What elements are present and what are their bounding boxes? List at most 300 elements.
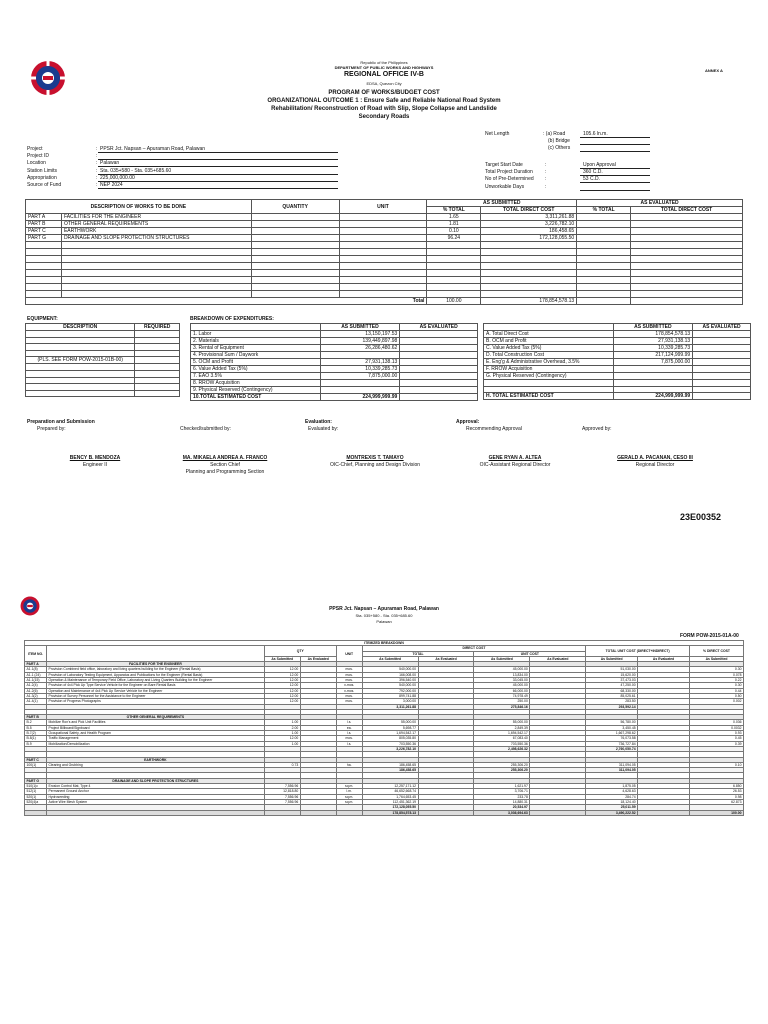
department-text: DEPARTMENT OF PUBLIC WORKS AND HIGHWAYS: [334, 65, 434, 70]
summary-label: C. Value Added Tax (5%): [484, 345, 614, 352]
project-field-label: Source of Fund: [27, 182, 62, 188]
total-submitted-header: As Submitted: [362, 656, 418, 661]
section-title: FACILITIES FOR THE ENGINEER: [46, 662, 264, 667]
project-field-label: Location: [27, 160, 46, 167]
colon: :: [96, 153, 98, 160]
works-empty-row: [26, 291, 743, 298]
item-total: 396,540.00: [362, 678, 418, 683]
item-unit: mos.: [336, 736, 362, 741]
page2-location: Palawan: [376, 619, 392, 624]
dpwh-logo: [30, 60, 66, 96]
subtotal-total: 3,226,782.10: [362, 746, 418, 751]
breakdown-label: 9. Physical Reserved (Contingency): [191, 387, 321, 394]
summary-value: 7,875,000.00: [613, 359, 693, 366]
item-qty: 1.00: [264, 741, 300, 746]
empty-cell: [26, 277, 62, 284]
item-total: 5,698.77: [362, 725, 418, 730]
breakdown-eval: [400, 373, 478, 380]
empty-cell: [26, 242, 62, 249]
item-unit-cost: 67,083.40: [474, 736, 530, 741]
equipment-title: EQUIPMENT:: [27, 316, 58, 322]
total-evaluated-header: As Evaluated: [418, 656, 474, 661]
colon: :: [96, 174, 98, 181]
item-description: Erosion Control Mat, Type 4: [46, 784, 264, 789]
empty-cell: [339, 284, 427, 291]
empty-cell: [638, 810, 690, 815]
subtotal-tuc: 2,760,050.74: [586, 746, 638, 751]
work-unit: [339, 235, 427, 242]
item-qty: 12.00: [264, 693, 300, 698]
empty-cell: [577, 249, 631, 256]
grand-total-pct: 100.00: [690, 810, 744, 815]
empty-cell: [481, 256, 577, 263]
total-unit-cost-header: TOTAL UNIT COST (DIRECT+INDIRECT): [586, 646, 690, 657]
item-total-unit-cost: 1,875.05: [586, 784, 638, 789]
summary-label: F. RROW Acquisition: [484, 366, 614, 373]
qty-submitted-header: As Submitted: [264, 656, 300, 661]
item-description: Mobilization/Demobilization: [46, 741, 264, 746]
empty-cell: [427, 270, 481, 277]
equipment-table: [25, 323, 180, 397]
grand-total-tuc: 3,490,222.52: [586, 810, 638, 815]
equipment-row: [26, 370, 180, 377]
item-pct: 0.22: [690, 678, 744, 683]
equipment-cell: [26, 377, 135, 384]
signatory-name: BENCY B. MENDOZA: [69, 455, 121, 461]
item-total: 166,008.00: [362, 672, 418, 677]
breakdown-value: 10,339,285.73: [320, 366, 400, 373]
item-total-unit-cost: 1,667,298.62: [586, 731, 638, 736]
empty-cell: [26, 284, 62, 291]
summary-value: 178,854,578.13: [613, 331, 693, 338]
annex-label: ANNEX A: [705, 68, 723, 73]
program-title: PROGRAM OF WORKS/BUDGET COST: [328, 90, 440, 96]
equipment-row: [26, 337, 180, 344]
works-total-pct: 100.00: [427, 298, 481, 305]
empty-cell: [481, 291, 577, 298]
item-qty: 12.00: [264, 688, 300, 693]
work-quantity: [251, 214, 339, 221]
project-field-label: Project: [27, 146, 43, 152]
summary-label: G. Physical Reserved (Contingency): [484, 373, 614, 380]
signatory-name: MA. MIKAELA ANDREA A. FRANCO: [182, 455, 268, 461]
item-total: 703,550.36: [362, 741, 418, 746]
item-no: A1.1(15): [25, 678, 47, 683]
work-cost: 3,311,261.88: [481, 214, 577, 221]
item-description: Operation and Maintenance of 4x4 Pick Up Service Vehicle for the Engineer: [46, 688, 264, 693]
item-total: 1,764,653.45: [362, 794, 418, 799]
document-code: 23E00352: [680, 512, 722, 522]
works-empty-row: [26, 256, 743, 263]
item-qty: 12.00: [264, 736, 300, 741]
equipment-row: [26, 390, 180, 397]
item-pct: 6.850: [690, 784, 744, 789]
item-unit: sq.m.: [336, 794, 362, 799]
item-description: Active Wire Mesh System: [46, 799, 264, 804]
part-label: PART B: [26, 221, 62, 228]
empty-cell: [339, 277, 427, 284]
empty-cell: [577, 270, 631, 277]
summary-label: E. Eng'g & Administrative Overhead, 3.5%: [484, 359, 614, 366]
item-pct: 0.002: [690, 699, 744, 704]
item-unit-cost: 250.00: [474, 699, 530, 704]
evaluation-label: Evaluation:: [305, 419, 332, 425]
section-part: PART A: [25, 662, 47, 667]
item-unit-cost: 255,306.20: [474, 762, 530, 767]
breakdown-eval: [400, 380, 478, 387]
unitcost-evaluated-header: As Evaluated: [530, 656, 586, 661]
breakdown-eval: [400, 387, 478, 394]
dpwh-logo-page-2: [20, 596, 40, 616]
item-unit: l.s.: [336, 720, 362, 725]
item-unit-cost: 55,000.00: [474, 720, 530, 725]
project-field-value: PPSR Jct. Napsan – Apuraman Road, Palawan: [100, 146, 206, 152]
item-qty: 7,556.96: [264, 784, 300, 789]
summary-row: [484, 338, 751, 345]
col-as-evaluated: AS EVALUATED: [577, 200, 743, 207]
breakdown-value: 139,449,897.98: [320, 338, 400, 345]
summary-submitted-header: AS SUBMITTED: [613, 324, 693, 331]
breakdown-evaluated-header: AS EVALUATED: [400, 324, 478, 331]
works-empty-row: [26, 242, 743, 249]
work-pct: 1.65: [427, 214, 481, 221]
summary-value: [613, 373, 693, 380]
item-no: A1.1 (24): [25, 672, 47, 677]
qty-evaluated-header: As Evaluated: [300, 656, 336, 661]
item-total-unit-cost: 51,030.00: [586, 667, 638, 672]
direct-cost-header: DIRECT COST: [362, 646, 586, 651]
summary-label: B. OCM and Profit: [484, 338, 614, 345]
summary-eval: [693, 338, 751, 345]
item-qty: 12.00: [264, 667, 300, 672]
summary-row: [484, 331, 751, 338]
item-unit: mos.: [336, 672, 362, 677]
breakdown-value: [320, 387, 400, 394]
item-description: Provision of Survey Personnel for the Assistance to the Engineer: [46, 693, 264, 698]
summary-eval: [693, 331, 751, 338]
empty-cell: [251, 270, 339, 277]
item-total: 899,741.88: [362, 693, 418, 698]
signatory-title: Section Chief: [210, 462, 240, 468]
item-total: 540,000.00: [362, 683, 418, 688]
pct-direct-header: % DIRECT COST: [690, 646, 744, 657]
col-unit: UNIT: [339, 200, 427, 214]
equipment-cell: [26, 370, 135, 377]
col-total-direct-cost: TOTAL DIRECT COST: [481, 207, 577, 214]
empty-cell: [631, 249, 743, 256]
item-unit: mos.: [336, 678, 362, 683]
summary-eval: [693, 352, 751, 359]
prep-label: Preparation and Submission: [27, 419, 95, 425]
empty-cell: [481, 270, 577, 277]
subtotal-tuc: 311,094.05: [586, 768, 638, 773]
empty-cell: [251, 291, 339, 298]
signatory-title: OIC-Assistant Regional Director: [479, 462, 551, 468]
item-unit-cost: 74,978.49: [474, 693, 530, 698]
section-part: PART G: [25, 778, 47, 783]
item-no-header: ITEM NO.: [25, 646, 47, 662]
work-unit: [339, 214, 427, 221]
breakdown-row: [191, 366, 478, 373]
item-qty: 2.00: [264, 725, 300, 730]
item-pct: 0.44: [690, 688, 744, 693]
item-no: 100(1): [25, 762, 47, 767]
empty-cell: [26, 249, 62, 256]
empty-cell: [427, 277, 481, 284]
item-pct: 0.30: [690, 667, 744, 672]
summary-value: [613, 366, 693, 373]
summary-row: [484, 359, 751, 366]
empty-cell: [61, 291, 251, 298]
breakdown-row: [191, 338, 478, 345]
bridge-label: (b) Bridge: [548, 138, 570, 144]
breakdown-row: [191, 387, 478, 394]
summary-eval: [693, 345, 751, 352]
subtotal-tuc: 25,011.59: [586, 805, 638, 810]
work-description: DRAINAGE AND SLOPE PROTECTION STRUCTURES: [61, 235, 251, 242]
equipment-row: [26, 377, 180, 384]
item-no: 510(1)c: [25, 784, 47, 789]
work-cost-eval: [631, 214, 743, 221]
work-cost: 186,458.65: [481, 228, 577, 235]
empty-cell: [577, 291, 631, 298]
road-value: 105.6 ln.m.: [583, 131, 608, 137]
empty-cell: [61, 256, 251, 263]
project-field-label: Project ID: [27, 153, 49, 160]
breakdown-total-value: 224,999,999.99: [320, 394, 400, 401]
schedule-field-value: 53 C.D.: [583, 176, 600, 183]
schedule-field-value: Upon Approval: [583, 162, 616, 168]
summary-label: D. Total Construction Cost: [484, 352, 614, 359]
work-description: OTHER GENERAL REQUIREMENTS: [61, 221, 251, 228]
works-empty-row: [26, 263, 743, 270]
unit-cost-header: UNIT COST: [474, 651, 586, 656]
works-empty-row: [26, 284, 743, 291]
item-description: Hydroseeding: [46, 794, 264, 799]
item-unit: ha.: [336, 762, 362, 767]
empty-cell: [577, 277, 631, 284]
work-quantity: [251, 235, 339, 242]
breakdown-label: 5. OCM and Profit: [191, 359, 321, 366]
work-pct: 1.81: [427, 221, 481, 228]
part-label: PART G: [26, 235, 62, 242]
empty-cell: [427, 256, 481, 263]
empty-cell: [427, 263, 481, 270]
summary-eval: [693, 373, 751, 380]
summary-value: 27,931,138.13: [613, 338, 693, 345]
item-no: A1.4(1): [25, 699, 47, 704]
signatory-name: MONTREXIS T. TAMAYO: [346, 455, 404, 461]
colon: :: [545, 169, 547, 176]
equipment-required-cell: [135, 350, 180, 357]
item-total-unit-cost: 76,073.58: [586, 736, 638, 741]
schedule-field-label: Unworkable Days: [485, 183, 525, 190]
col-total-direct-cost-eval: TOTAL DIRECT COST: [631, 207, 743, 214]
empty-cell: [631, 270, 743, 277]
item-pct: 0.036: [690, 720, 744, 725]
grand-total-unit-cost: 3,036,694.63: [474, 810, 530, 815]
city-text: EDSA, Quezon City: [366, 81, 402, 86]
section-title: OTHER GENERAL REQUIREMENTS: [46, 715, 264, 720]
item-unit: l.m.: [336, 789, 362, 794]
empty-cell: [61, 284, 251, 291]
breakdown-row: [191, 359, 478, 366]
checked-by-label: Checked/submitted by:: [180, 426, 231, 432]
total-header: TOTAL: [362, 651, 474, 656]
col-pct-total: % TOTAL: [427, 207, 481, 214]
section-part: PART B: [25, 715, 47, 720]
equipment-required-cell: [135, 390, 180, 397]
item-unit: mos.: [336, 667, 362, 672]
equipment-cell: [26, 390, 135, 397]
empty-cell: [631, 256, 743, 263]
colon: :: [96, 160, 98, 167]
subtotal-total: 186,458.65: [362, 768, 418, 773]
breakdown-eval: [400, 366, 478, 373]
road-label: : (a) Road: [543, 131, 566, 137]
works-empty-row: [26, 249, 743, 256]
empty-cell: [264, 810, 300, 815]
summary-label: [484, 386, 614, 393]
summary-total-label: H. TOTAL ESTIMATED COST: [484, 393, 614, 400]
empty-cell: [339, 291, 427, 298]
equipment-cell: [26, 331, 135, 338]
part-label: PART A: [26, 214, 62, 221]
breakdown-eval: [400, 345, 478, 352]
breakdown-table: [190, 323, 478, 401]
item-description: Provision of Progress Photographs: [46, 699, 264, 704]
item-total-unit-cost: 3,450.45: [586, 725, 638, 730]
empty-cell: [631, 242, 743, 249]
works-total-label: Total: [26, 298, 427, 305]
project-field-label: Station Limits: [27, 167, 58, 174]
net-length-label: Net Length: [485, 131, 510, 137]
work-cost-eval: [631, 235, 743, 242]
item-total: 186,458.65: [362, 762, 418, 767]
item-total: 12,257,171.12: [362, 784, 418, 789]
summary-row: [484, 366, 751, 373]
item-total-unit-cost: 68,330.00: [586, 688, 638, 693]
empty-cell: [46, 810, 264, 815]
works-table: [25, 199, 743, 305]
equipment-row: [26, 350, 180, 357]
signatory-title: OIC-Chief, Planning and Design Division: [329, 462, 421, 468]
summary-value: [613, 386, 693, 393]
empty-cell: [577, 263, 631, 270]
item-no: B.5: [25, 725, 47, 730]
breakdown-label: 4. Provisional Sum / Daywork: [191, 352, 321, 359]
item-no: 520(4)a: [25, 799, 47, 804]
item-pct: 0.10: [690, 762, 744, 767]
equipment-required-cell: [135, 377, 180, 384]
item-qty: 12.00: [264, 672, 300, 677]
empty-cell: [26, 291, 62, 298]
item-total: 3,000.00: [362, 699, 418, 704]
item-description: Provision of 4x4 Pick Up Type Service Vehicle for the Engineer on Bare Rental Basis: [46, 683, 264, 688]
summary-label: [484, 380, 614, 387]
breakdown-eval: [400, 352, 478, 359]
works-empty-row: [26, 270, 743, 277]
part-label: PART C: [26, 228, 62, 235]
subtotal-unit-cost: 20,534.97: [474, 805, 530, 810]
empty-cell: [251, 256, 339, 263]
item-total-unit-cost: 283.50: [586, 699, 638, 704]
work-quantity: [251, 221, 339, 228]
summary-value: 10,339,285.73: [613, 345, 693, 352]
work-unit: [339, 221, 427, 228]
empty-cell: [251, 242, 339, 249]
item-unit-cost: 66,000.00: [474, 688, 530, 693]
work-pct: 0.10: [427, 228, 481, 235]
equipment-required-header: REQUIRED: [135, 324, 180, 331]
empty-cell: [61, 277, 251, 284]
equipment-row: [26, 331, 180, 338]
item-no: A1.1(8): [25, 667, 47, 672]
schedule-field-label: No of Pre-Determined: [485, 176, 534, 183]
equipment-cell: [26, 344, 135, 351]
project-field-label: Appropriation: [27, 174, 57, 181]
item-description: Traffic Management: [46, 736, 264, 741]
item-unit-cost: 45,000.00: [474, 667, 530, 672]
item-qty: 12.00: [264, 683, 300, 688]
item-no: B.2: [25, 720, 47, 725]
subtotal-total: 172,128,055.50: [362, 805, 418, 810]
item-no: 520(1): [25, 794, 47, 799]
item-unit-cost: 3,706.71: [474, 789, 530, 794]
republic-text: Republic of the Philippines: [360, 60, 408, 65]
item-total-unit-cost: 311,094.05: [586, 762, 638, 767]
colon: :: [96, 182, 98, 188]
equipment-cell: [26, 384, 135, 391]
item-pct: 0.0032: [690, 725, 744, 730]
equipment-required-cell: [135, 364, 180, 371]
item-pct: 0.50: [690, 693, 744, 698]
item-qty: 7,556.96: [264, 799, 300, 804]
page2-stations: Sta. 035+580 - Sta. 035+685.60: [355, 613, 413, 618]
item-qty: 1.00: [264, 731, 300, 736]
empty-cell: [427, 284, 481, 291]
colon: :: [545, 176, 547, 183]
item-qty: 7,556.96: [264, 794, 300, 799]
item-unit-cost: 1,694,542.17: [474, 731, 530, 736]
itemized-title: ITEMIZED BREAKDOWN: [25, 641, 744, 646]
subtotal-total: 3,311,261.88: [362, 704, 418, 709]
subtotal-unit-cost: 255,306.20: [474, 768, 530, 773]
item-total-unit-cost: 284.74: [586, 794, 638, 799]
breakdown-label: 8. RROW Acquisition: [191, 380, 321, 387]
item-pct: 0.39: [690, 741, 744, 746]
item-total: 55,000.00: [362, 720, 418, 725]
equipment-required-cell: [135, 370, 180, 377]
col-pct-total-eval: % TOTAL: [577, 207, 631, 214]
item-description: Project Billboard/Signboard: [46, 725, 264, 730]
prepared-by-label: Prepared by:: [37, 426, 66, 432]
evaluated-by-label: Evaluated by:: [308, 426, 339, 432]
work-pct-eval: [577, 228, 631, 235]
item-no: A1.2(6): [25, 688, 47, 693]
colon: :: [96, 167, 98, 174]
approval-label: Approval:: [456, 419, 480, 425]
others-label: (c) Others: [548, 145, 571, 151]
item-total-unit-cost: 15,620.00: [586, 672, 638, 677]
item-pct: 0.45: [690, 736, 744, 741]
works-row: [26, 214, 743, 221]
item-total: 792,000.00: [362, 688, 418, 693]
summary-row: [484, 352, 751, 359]
project-field-value: 225,000,000.00: [100, 174, 135, 181]
item-unit-cost: 13,834.00: [474, 672, 530, 677]
empty-cell: [339, 256, 427, 263]
